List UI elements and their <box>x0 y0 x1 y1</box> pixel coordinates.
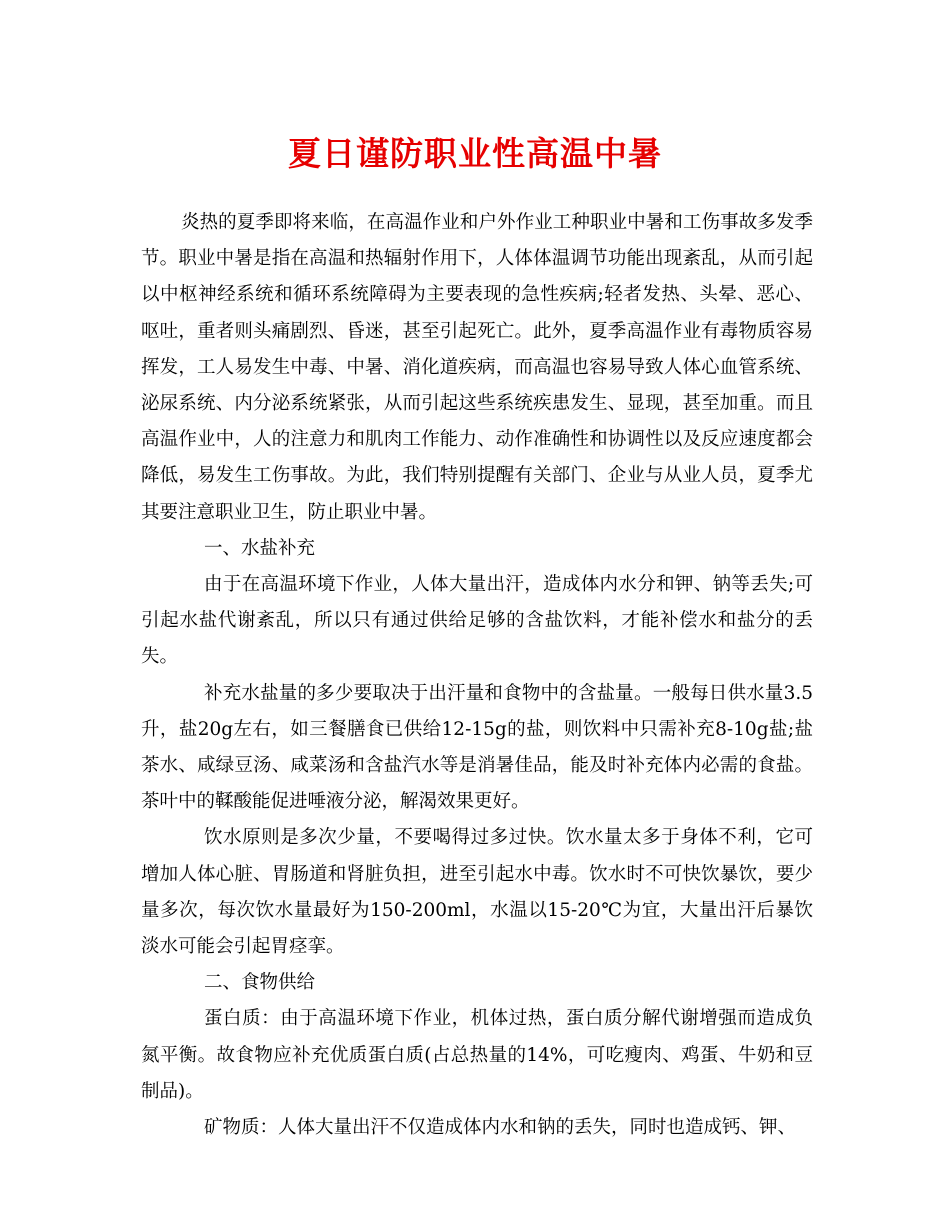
paragraph-drinking-principle: 饮水原则是多次少量，不要喝得过多过快。饮水量太多于身体不利，它可增加人体心脏、胃肠道和肾脏负担，进至引起水中毒。饮水时不可快饮暴饮，要少量多次，每次饮水量最好为150-200ml，水温以15-20℃为宜，大量出汗后暴饮淡水可能会引起胃痉挛。 <box>141 827 813 958</box>
paragraph-water-salt-amount: 补充水盐量的多少要取决于出汗量和食物中的含盐量。一般每日供水量3.5升，盐20g左右，如三餐膳食已供给12-15g的盐，则饮料中只需补充8-10g盐;盐茶水、咸绿豆汤、咸菜汤和含盐汽水等是消暑佳品，能及时补充体内必需的食盐。茶叶中的鞣酸能促进唾液分泌，解渴效果更好。 <box>141 682 813 813</box>
intro-paragraph: 炎热的夏季即将来临，在高温作业和户外作业工种职业中暑和工伤事故多发季节。职业中暑是指在高温和热辐射作用下，人体体温调节功能出现紊乱，从而引起以中枢神经系统和循环系统障碍为主要表现的急性疾病;轻者发热、头晕、恶心、呕吐，重者则头痛剧烈、昏迷，甚至引起死亡。此外，夏季高温作业有毒物质容易挥发，工人易发生中毒、中暑、消化道疾病，而高温也容易导致人体心血管系统、泌尿系统、内分泌系统紧张，从而引起这些系统疾患发生、显现，甚至加重。而且高温作业中，人的注意力和肌肉工作能力、动作准确性和协调性以及反应速度都会降低，易发生工伤事故。为此，我们特别提醒有关部门、企业与从业人员，夏季尤其要注意职业卫生，防止职业中暑。 <box>141 212 813 523</box>
section-heading-water-salt: 一、水盐补充 <box>204 537 316 559</box>
page-title: 夏日谨防职业性高温中暑 <box>288 134 662 173</box>
paragraph-protein: 蛋白质：由于高温环境下作业，机体过热，蛋白质分解代谢增强而造成负氮平衡。故食物应补充优质蛋白质(占总热量的14%，可吃瘦肉、鸡蛋、牛奶和豆制品)。 <box>141 1008 813 1102</box>
section-heading-food-supply: 二、食物供给 <box>204 972 316 994</box>
paragraph-minerals: 矿物质：人体大量出汗不仅造成体内水和钠的丢失，同时也造成钙、钾、 <box>204 1117 797 1139</box>
paragraph-water-salt-loss: 由于在高温环境下作业，人体大量出汗，造成体内水分和钾、钠等丢失;可引起水盐代谢紊乱，所以只有通过供给足够的含盐饮料，才能补偿水和盐分的丢失。 <box>141 574 813 668</box>
document-body <box>141 205 813 1146</box>
